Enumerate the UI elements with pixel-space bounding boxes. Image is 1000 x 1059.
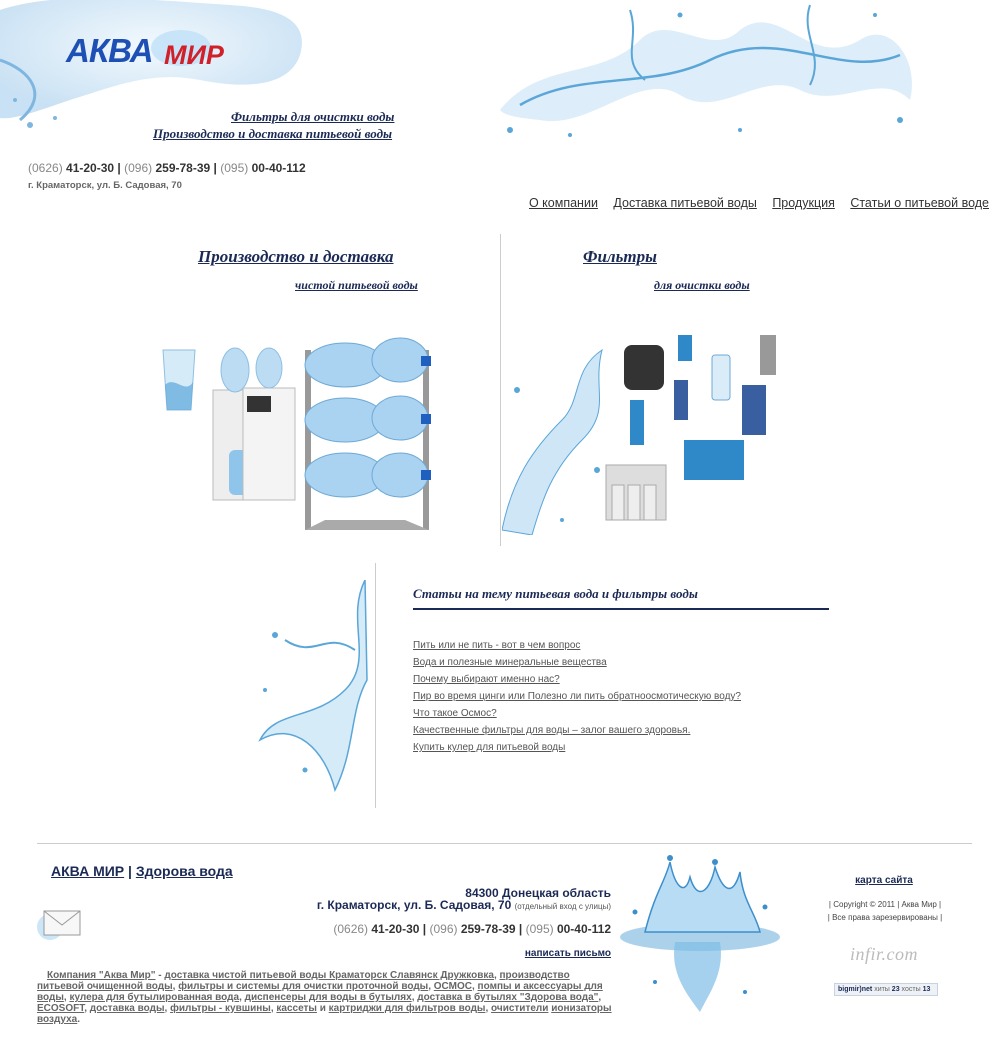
- seo-and: и: [319, 1003, 326, 1014]
- bigmir-counter[interactable]: [834, 983, 938, 996]
- header-address: г. Краматорск, ул. Б. Садовая, 70: [28, 180, 182, 191]
- seo-link[interactable]: производство питьевой очищенной воды: [37, 970, 570, 992]
- nav-about[interactable]: О компании: [528, 196, 598, 210]
- seo-link[interactable]: доставка воды: [89, 1003, 165, 1014]
- footer-region: 84300 Донецкая область: [465, 886, 611, 900]
- article-link[interactable]: Вода и полезные минеральные вещества: [413, 657, 607, 668]
- logo-part-mir: МИР: [164, 40, 224, 70]
- footer-brand-2-link[interactable]: Здорова вода: [135, 863, 233, 879]
- phone-number: 00-40-112: [556, 922, 611, 936]
- footer-rule: [37, 843, 972, 844]
- phone-number: 259-78-39: [155, 161, 211, 175]
- footer-brand-link[interactable]: АКВА МИР: [51, 863, 125, 879]
- counter-hosts: 13: [922, 986, 931, 993]
- header-phones: [28, 161, 306, 175]
- seo-link[interactable]: фильтры - кувшины: [170, 1003, 271, 1014]
- tagline-filters[interactable]: Фильтры для очистки воды: [231, 109, 395, 124]
- footer-brand-separator: |: [128, 863, 132, 879]
- water-crown-image: [615, 852, 785, 1017]
- main-nav: [518, 194, 989, 212]
- phone-separator: |: [422, 922, 427, 936]
- copyright-text: | Copyright © 2011 | Аква Мир |: [828, 900, 942, 909]
- phone-separator: |: [518, 922, 523, 936]
- phone-code: (095): [525, 922, 554, 936]
- coolers-bottles-image[interactable]: [155, 330, 445, 535]
- articles-heading: Статьи на тему питьевая вода и фильтры воды: [413, 586, 698, 601]
- tagline-production[interactable]: Производство и доставка питьевой воды: [153, 126, 393, 141]
- phone-code: (0626): [333, 922, 369, 936]
- seo-link[interactable]: кассеты: [276, 1003, 317, 1014]
- article-link[interactable]: Что такое Осмос?: [413, 708, 497, 719]
- phone-number: 00-40-112: [251, 161, 306, 175]
- nav-delivery[interactable]: Доставка питьевой воды: [613, 196, 757, 210]
- infir-logo[interactable]: [838, 944, 930, 965]
- water-splash-top-right: [480, 0, 930, 150]
- infir-logo-text: infir.com: [849, 944, 918, 964]
- section-filters-subtitle[interactable]: для очистки воды: [654, 278, 750, 292]
- seo-link[interactable]: очистители: [491, 1003, 549, 1014]
- footer-address: [317, 898, 611, 912]
- phone-number: 41-20-30: [66, 161, 115, 175]
- logo-part-akva: АКВА: [66, 32, 153, 69]
- nav-products[interactable]: Продукция: [772, 196, 835, 210]
- rights-text: | Все права зарезервированы |: [827, 913, 943, 922]
- footer-brand: [51, 863, 233, 879]
- section-divider: [500, 234, 501, 546]
- seo-link[interactable]: фильтры и системы для очистки проточной воды: [178, 981, 429, 992]
- seo-link[interactable]: ECOSOFT: [37, 1003, 85, 1014]
- article-link[interactable]: Почему выбирают именно нас?: [413, 674, 560, 685]
- filters-image[interactable]: [502, 330, 792, 535]
- phone-number: 259-78-39: [460, 922, 516, 936]
- seo-link[interactable]: диспенсеры для воды в бутылях: [244, 992, 412, 1003]
- seo-link[interactable]: ионизаторы воздуха: [37, 1003, 612, 1025]
- articles-list: [413, 637, 741, 756]
- water-splash-articles: [255, 580, 375, 800]
- sitemap-link[interactable]: карта сайта: [855, 875, 913, 886]
- seo-footer-text: Компания "Аква Мир" - доставка чистой питьевой воды Краматорск Славянск Дружковка, производство питьевой очищенной воды, фильтры и системы для очистки проточной воды, ОСМОС, помпы и аксессуары для воды, кулера для бутылированная вода, диспенсеры для воды в бутылях, доставка в бутылях "Здорова вода", ECOSOFT, доставка воды, фильтры - кувшины, кассеты и картриджи для фильтров воды, очистители ионизаторы воздуха.: [37, 970, 612, 1025]
- seo-link[interactable]: картриджи для фильтров воды: [328, 1003, 486, 1014]
- seo-link[interactable]: ОСМОС: [433, 981, 472, 992]
- counter-hosts-label: хосты: [901, 986, 921, 993]
- section-filters-title[interactable]: Фильтры: [583, 247, 657, 266]
- article-link[interactable]: Пир во время цинги или Полезно ли пить обратноосмотическую воду?: [413, 691, 741, 702]
- write-letter-link[interactable]: написать письмо: [524, 948, 611, 959]
- phone-code: (096): [124, 161, 153, 175]
- section-production-subtitle[interactable]: чистой питьевой воды: [295, 278, 418, 292]
- phone-code: (096): [429, 922, 458, 936]
- counter-brand: bigmir)net: [838, 986, 873, 993]
- articles-divider: [375, 563, 376, 808]
- phone-separator: |: [117, 161, 121, 175]
- seo-link[interactable]: доставка чистой питьевой воды Краматорск Славянск Дружковка: [164, 970, 494, 981]
- phone-number: 41-20-30: [371, 922, 420, 936]
- seo-company-link[interactable]: Компания "Аква Мир": [47, 970, 156, 981]
- nav-articles[interactable]: Статьи о питьевой воде: [850, 196, 989, 210]
- seo-link[interactable]: кулера для бутылированная вода: [69, 992, 240, 1003]
- footer-address-text: г. Краматорск, ул. Б. Садовая, 70: [316, 898, 512, 912]
- seo-dash: -: [155, 970, 165, 981]
- counter-hits-label: хиты: [874, 986, 890, 993]
- counter-hits: 23: [891, 986, 900, 993]
- section-production-title[interactable]: Производство и доставка: [198, 247, 394, 266]
- envelope-icon[interactable]: [36, 905, 84, 943]
- seo-link[interactable]: доставка в бутылях "Здорова вода": [417, 992, 599, 1003]
- logo[interactable]: [66, 28, 236, 78]
- phone-code: (095): [220, 161, 249, 175]
- article-link[interactable]: Пить или не пить - вот в чем вопрос: [413, 640, 581, 651]
- footer-address-note: (отдельный вход с улицы): [514, 902, 611, 911]
- seo-link[interactable]: помпы и аксессуары для воды: [37, 981, 603, 1003]
- article-link[interactable]: Купить кулер для питьевой воды: [413, 742, 566, 753]
- article-link[interactable]: Качественные фильтры для воды – залог вашего здоровья.: [413, 725, 691, 736]
- articles-heading-rule: [413, 608, 829, 610]
- phone-separator: |: [213, 161, 217, 175]
- phone-code: (0626): [28, 161, 63, 175]
- footer-phones: [333, 922, 611, 936]
